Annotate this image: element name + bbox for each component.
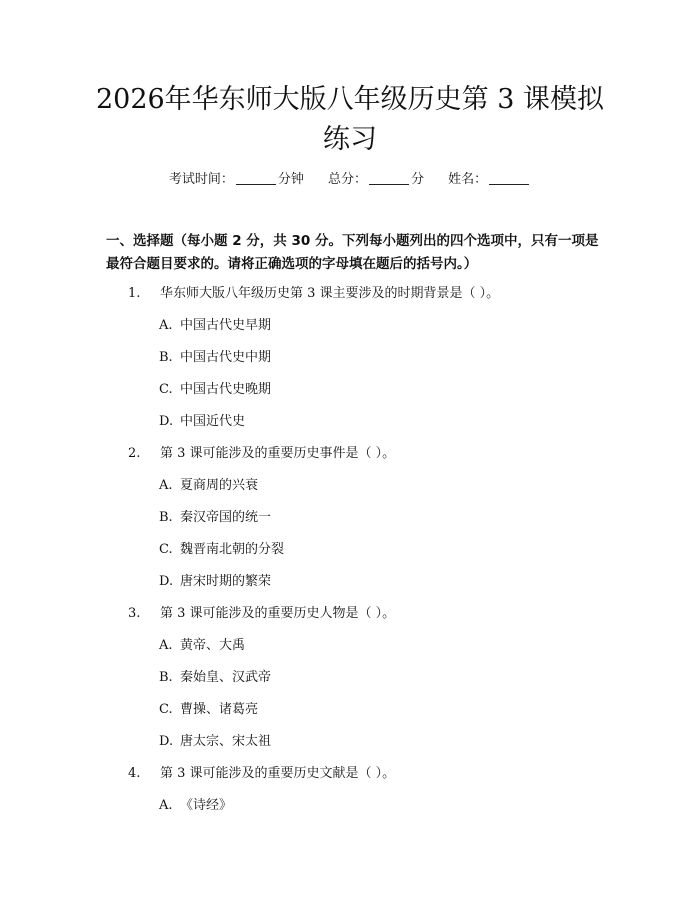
question-item: [0, 438, 700, 470]
option-letter: D.: [159, 734, 174, 749]
answer-option: [0, 726, 700, 758]
total-score-blank: [369, 172, 409, 185]
option-text: 黄帝、大禹: [180, 638, 246, 653]
question-item: [0, 758, 700, 790]
section-heading: 一、选择题（每小题 2 分，共 30 分。下列每小题列出的四个选项中，只有一项是最符合题目要求的。请将正确选项的字母填在题后的括号内。）: [106, 233, 599, 272]
option-text: 《诗经》: [180, 798, 233, 813]
option-letter: B.: [159, 350, 173, 365]
answer-option: [0, 630, 700, 662]
question-text: 第 3 课可能涉及的重要历史人物是（ ）。: [160, 606, 396, 621]
total-score-label: 总分：: [327, 172, 367, 187]
answer-option: [0, 502, 700, 534]
exam-time-blank: [236, 172, 276, 185]
question-list: [0, 278, 700, 822]
option-letter: D.: [159, 574, 174, 589]
option-text: 唐宋时期的繁荣: [180, 574, 272, 589]
question-text: 第 3 课可能涉及的重要历史文献是（ ）。: [160, 766, 396, 781]
answer-option: [0, 566, 700, 598]
question-text: 第 3 课可能涉及的重要历史事件是（ ）。: [160, 446, 396, 461]
question-number: 1.: [128, 286, 141, 301]
option-letter: A.: [159, 638, 173, 653]
option-text: 中国古代史早期: [180, 318, 272, 333]
answer-option: [0, 342, 700, 374]
option-text: 魏晋南北朝的分裂: [180, 542, 285, 557]
option-letter: A.: [159, 798, 173, 813]
exam-time-label: 考试时间：: [168, 172, 234, 187]
option-text: 唐太宗、宋太祖: [180, 734, 272, 749]
student-name-label: 姓名：: [448, 172, 488, 187]
option-text: 中国近代史: [180, 414, 246, 429]
option-letter: C.: [159, 702, 173, 717]
question-item: [0, 278, 700, 310]
option-text: 秦始皇、汉武帝: [180, 670, 272, 685]
question-text: 华东师大版八年级历史第 3 课主要涉及的时期背景是（ ）。: [160, 286, 500, 301]
answer-option: [0, 790, 700, 822]
answer-option: [0, 310, 700, 342]
total-score: [328, 172, 428, 187]
question-number: 4.: [128, 766, 141, 781]
question-number: 2.: [128, 446, 141, 461]
student-name: [448, 172, 531, 187]
answer-option: [0, 662, 700, 694]
option-letter: A.: [159, 478, 173, 493]
exam-time: [169, 172, 308, 187]
question-item: [0, 598, 700, 630]
option-letter: B.: [159, 510, 173, 525]
answer-option: [0, 534, 700, 566]
option-letter: C.: [159, 542, 173, 557]
answer-option: [0, 694, 700, 726]
option-letter: A.: [159, 318, 173, 333]
answer-option: [0, 470, 700, 502]
answer-option: [0, 406, 700, 438]
exam-time-unit: 分钟: [277, 172, 304, 187]
exam-meta: [0, 168, 700, 187]
option-text: 中国古代史晚期: [180, 382, 272, 397]
document-title: 2026年华东师大版八年级历史第 3 课模拟练习: [95, 84, 605, 155]
option-text: 夏商周的兴衰: [180, 478, 259, 493]
option-text: 秦汉帝国的统一: [180, 510, 272, 525]
option-letter: C.: [159, 382, 173, 397]
answer-option: [0, 374, 700, 406]
option-text: 曹操、诸葛亮: [180, 702, 259, 717]
option-text: 中国古代史中期: [180, 350, 272, 365]
question-number: 3.: [128, 606, 141, 621]
option-letter: B.: [159, 670, 173, 685]
student-name-blank: [489, 172, 529, 185]
total-score-unit: 分: [411, 172, 425, 187]
option-letter: D.: [159, 414, 174, 429]
